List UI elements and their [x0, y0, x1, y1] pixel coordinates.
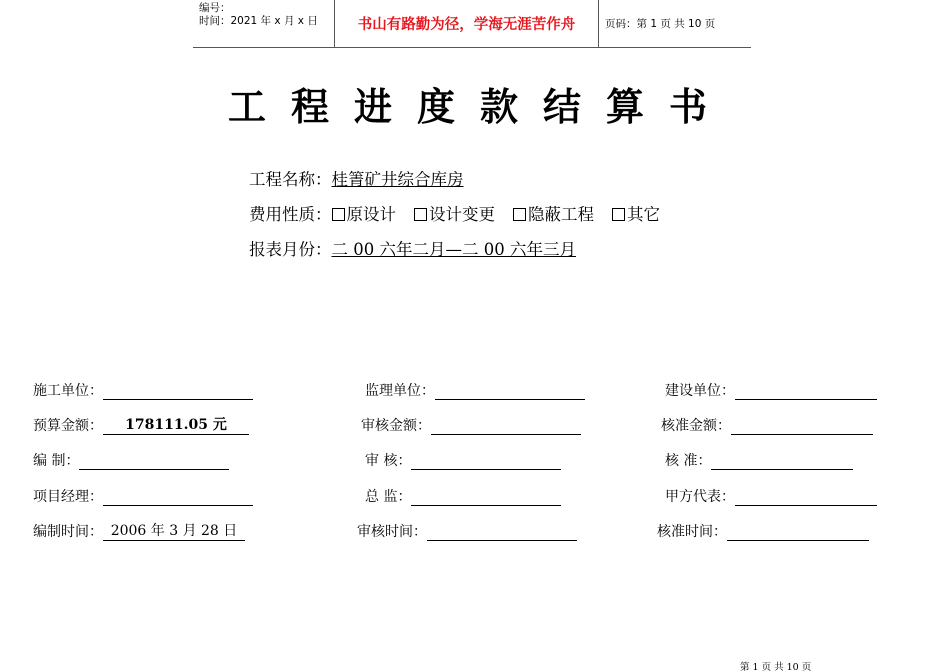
report-month-label: 报表月份： [249, 240, 332, 259]
checkbox-icon[interactable] [513, 208, 526, 221]
audit-field [365, 450, 561, 470]
project-name-label: 工程名称： [249, 170, 332, 189]
audit-amount-line [431, 419, 581, 435]
cost-option-change[interactable]: 设计变更 [414, 205, 495, 224]
approve-field [665, 450, 853, 470]
approve-time-field [657, 521, 869, 541]
approve-time-line [727, 525, 869, 541]
cost-type-label: 费用性质： [249, 205, 332, 224]
compile-time-line [103, 525, 245, 541]
page-footer: 第 1 页 共 10 页 [740, 662, 812, 672]
approved-amount-line [731, 419, 873, 435]
header-meta [193, 0, 335, 47]
budget-amount-line [103, 419, 249, 435]
construction-unit-label: 施工单位： [33, 383, 103, 399]
approved-amount-label: 核准金额： [661, 418, 731, 434]
budget-amount-value: 178111.05 元 [125, 417, 227, 433]
serial-label: 编号： [199, 2, 231, 14]
compiled-by-field [33, 450, 229, 470]
compile-time-field [33, 521, 245, 541]
supervision-unit-line [435, 384, 585, 400]
party-a-line [735, 490, 877, 506]
cost-option-other[interactable]: 其它 [612, 205, 660, 224]
approved-amount-field [661, 415, 873, 435]
compiled-by-label: 编 制： [33, 453, 80, 469]
project-name-value: 桂箐矿井综合库房 [331, 170, 464, 189]
project-manager-line [103, 490, 253, 506]
cost-option-original[interactable]: 原设计 [332, 205, 397, 224]
compile-time-value: 2006 年 3 月 28 日 [110, 523, 238, 539]
project-manager-label: 项目经理： [33, 489, 103, 505]
supervision-unit-label: 监理单位： [365, 383, 435, 399]
checkbox-icon[interactable] [612, 208, 625, 221]
audit-time-label: 审核时间： [357, 524, 427, 540]
audit-time-line [427, 525, 577, 541]
header-motto: 书山有路勤为径，学海无涯苦作舟 [335, 0, 599, 47]
cost-option-concealed[interactable]: 隐蔽工程 [513, 205, 594, 224]
construction-unit-field [33, 380, 253, 400]
audit-line [411, 454, 561, 470]
cost-type-row [249, 201, 678, 225]
owner-unit-line [735, 384, 877, 400]
checkbox-icon[interactable] [414, 208, 427, 221]
audit-label: 审 核： [365, 453, 412, 469]
project-manager-field [33, 486, 253, 506]
audit-amount-field [361, 415, 581, 435]
party-a-field [665, 486, 877, 506]
header-page-info: 页码：第 1 页 共 10 页 [605, 18, 716, 30]
checkbox-icon[interactable] [332, 208, 345, 221]
owner-unit-label: 建设单位： [665, 383, 735, 399]
report-month-row [249, 236, 576, 260]
project-name-row [249, 166, 464, 190]
audit-time-field [357, 521, 577, 541]
owner-unit-field [665, 380, 877, 400]
supervision-unit-field [365, 380, 585, 400]
time-label: 时间：2021 年 x 月 x 日 [199, 15, 318, 27]
budget-amount-field [33, 415, 249, 435]
approve-label: 核 准： [665, 453, 712, 469]
chief-supervisor-field [365, 486, 561, 506]
party-a-label: 甲方代表： [665, 489, 735, 505]
document-title: 工程进度款结算书 [227, 85, 732, 129]
approve-time-label: 核准时间： [657, 524, 727, 540]
chief-supervisor-label: 总 监： [365, 489, 412, 505]
construction-unit-line [103, 384, 253, 400]
audit-amount-label: 审核金额： [361, 418, 431, 434]
report-month-value: 二 00 六年二月—二 00 六年三月 [331, 240, 576, 259]
budget-amount-label: 预算金额： [33, 418, 103, 434]
compile-time-label: 编制时间： [33, 524, 103, 540]
compiled-by-line [79, 454, 229, 470]
approve-line [711, 454, 853, 470]
page-header [193, 0, 751, 48]
chief-supervisor-line [411, 490, 561, 506]
